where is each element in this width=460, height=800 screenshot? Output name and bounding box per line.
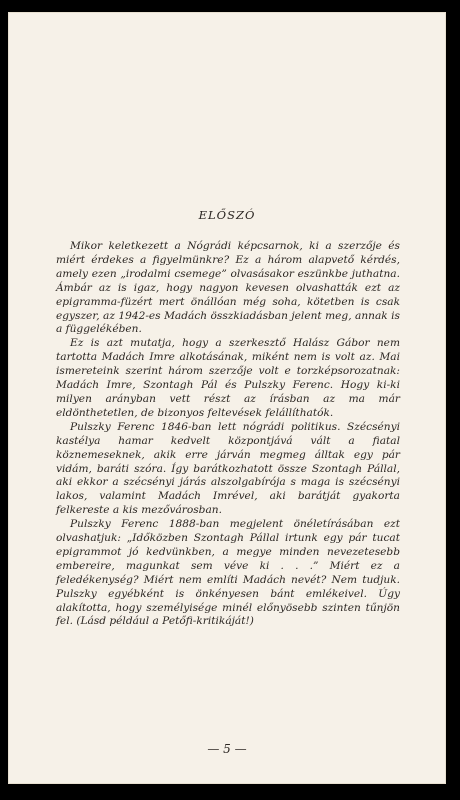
- page-number: — 5 —: [207, 742, 247, 756]
- paragraph-1: Mikor keletkezett a Nógrádi képcsarnok, ki a szerzője és miért érdekes a figyelmünkre? Ez a három alapvető kérdés, amely ezen „irodalmi csemege” olvasásakor eszünkbe juthatna. Ámbár az is igaz, hogy nagyon kevesen olvashatták ezt az epigramma-füzért mert önállóan még soha, kötetben is csak egyszer, az 1942-es Madách összkiadásban jelent meg, annak is a függelékében.: [56, 240, 400, 336]
- book-page: [8, 12, 446, 784]
- preface-heading: ELŐSZÓ: [198, 208, 256, 222]
- paragraph-2: Ez is azt mutatja, hogy a szerkesztő Halász Gábor nem tartotta Madách Imre alkotásának, miként nem is volt az. Mai ismereteink szerint három szerzője volt e torzképsorozatnak: Madách Imre, Szontagh Pál és Pulszky Ferenc. Hogy ki-ki milyen arányban vett részt az írásban az ma már eldönthetetlen, de bizonyos feltevések felállíthatók.: [56, 337, 400, 419]
- preface-body: [56, 240, 400, 629]
- paragraph-4: Pulszky Ferenc 1888-ban megjelent önéletírásában ezt olvashatjuk: „Időközben Szontagh Pállal irtunk egy pár tucat epigrammot jó kedvünkben, a megye minden nevezetesebb embereire, magunkat sem véve ki . . .” Miért ez a feledékenység? Miért nem említi Madách nevét? Nem tudjuk. Pulszky egyébként is önkényesen bánt emlékeivel. Úgy alakította, hogy személyisége minél előnyösebb szinten tűnjön fel. (Lásd például a Petőfi-kritikáját!): [56, 518, 400, 628]
- paragraph-3: Pulszky Ferenc 1846-ban lett nógrádi politikus. Szécsényi kastélya hamar kedvelt központjává vált a fiatal köznemeseknek, akik erre járván megmeg álltak egy pár vidám, baráti szóra. Így barátkozhatott össze Szontagh Pállal, aki ekkor a szécsényi járás alszolgabírója s maga is szécsényi lakos, valamint Madách Imrével, aki barátját gyakorta felkereste a kis mezővárosban.: [56, 420, 400, 517]
